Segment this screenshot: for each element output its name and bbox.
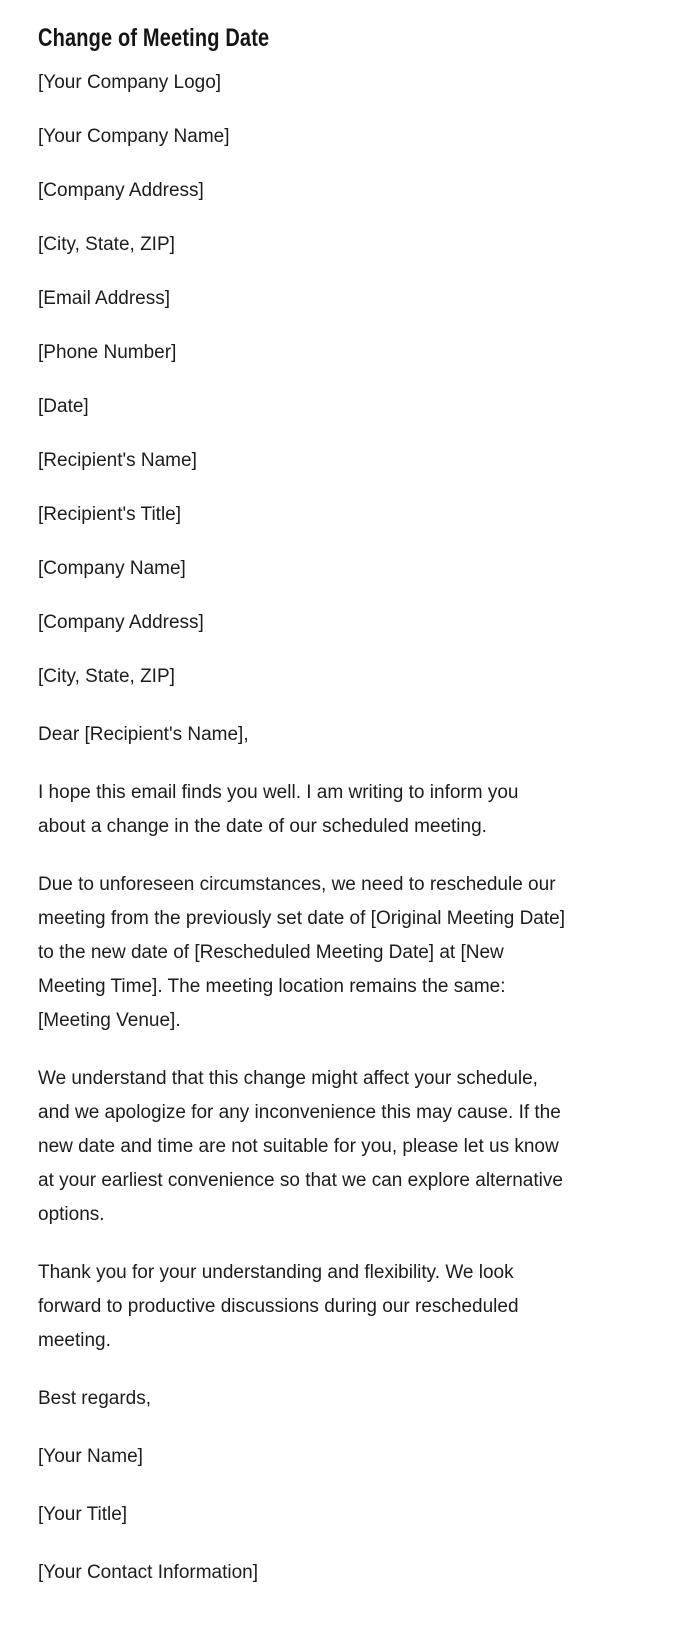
body-paragraph-3 bbox=[38, 1062, 660, 1232]
header-line-recipient-city: [City, State, ZIP] bbox=[38, 666, 175, 687]
header-line-date: [Date] bbox=[38, 396, 89, 417]
salutation: Dear [Recipient's Name], bbox=[38, 724, 249, 745]
header-line-company-address: [Company Address] bbox=[38, 180, 204, 201]
header-line-email-address: [Email Address] bbox=[38, 288, 170, 309]
signature-line-title: [Your Title] bbox=[38, 1504, 128, 1525]
paragraph-line: [Meeting Venue]. bbox=[38, 1010, 181, 1031]
letter-document bbox=[38, 22, 660, 1590]
body-paragraph-1 bbox=[38, 776, 660, 844]
paragraph-line: to the new date of [Rescheduled Meeting Date] at [New bbox=[38, 942, 504, 963]
header-line-company-name: [Your Company Name] bbox=[38, 126, 230, 147]
paragraph-line: and we apologize for any inconvenience this may cause. If the bbox=[38, 1102, 561, 1123]
signature-line-name: [Your Name] bbox=[38, 1446, 143, 1467]
body-paragraph-2 bbox=[38, 868, 660, 1038]
paragraph-line: Due to unforeseen circumstances, we need to reschedule our bbox=[38, 874, 556, 895]
header-line-recipient-name: [Recipient's Name] bbox=[38, 450, 197, 471]
paragraph-line: at your earliest convenience so that we can explore alternative bbox=[38, 1170, 563, 1191]
paragraph-line: meeting. bbox=[38, 1330, 111, 1351]
header-line-company-logo: [Your Company Logo] bbox=[38, 72, 222, 93]
paragraph-line: about a change in the date of our scheduled meeting. bbox=[38, 816, 487, 837]
header-line-recipient-title: [Recipient's Title] bbox=[38, 504, 182, 525]
paragraph-line: new date and time are not suitable for you, please let us know bbox=[38, 1136, 559, 1157]
closing: Best regards, bbox=[38, 1388, 151, 1409]
paragraph-line: options. bbox=[38, 1204, 105, 1225]
signature-line-contact-info: [Your Contact Information] bbox=[38, 1562, 259, 1583]
page-title: Change of Meeting Date bbox=[38, 24, 270, 52]
header-line-city-state-zip: [City, State, ZIP] bbox=[38, 234, 175, 255]
paragraph-line: We understand that this change might affect your schedule, bbox=[38, 1068, 538, 1089]
paragraph-line: Meeting Time]. The meeting location remains the same: bbox=[38, 976, 506, 997]
paragraph-line: meeting from the previously set date of [Original Meeting Date] bbox=[38, 908, 565, 929]
header-line-recipient-address: [Company Address] bbox=[38, 612, 204, 633]
header-line-recipient-company: [Company Name] bbox=[38, 558, 186, 579]
paragraph-line: Thank you for your understanding and flexibility. We look bbox=[38, 1262, 514, 1283]
paragraph-line: forward to productive discussions during our rescheduled bbox=[38, 1296, 519, 1317]
body-paragraph-4 bbox=[38, 1256, 660, 1358]
header-line-phone-number: [Phone Number] bbox=[38, 342, 177, 363]
paragraph-line: I hope this email finds you well. I am writing to inform you bbox=[38, 782, 519, 803]
